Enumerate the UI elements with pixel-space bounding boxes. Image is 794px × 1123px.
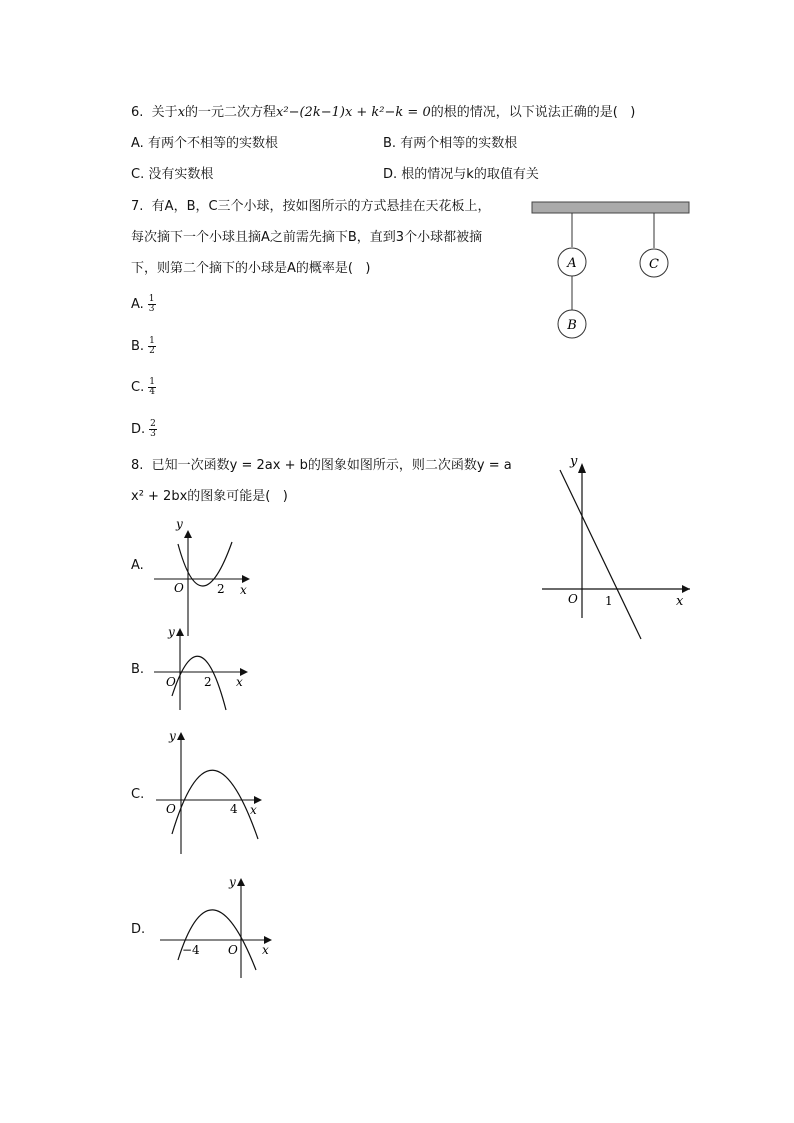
ball-c-label: C [649,257,659,272]
option-text: 有两个相等的实数根 [400,136,518,151]
fraction: $\frac{1}{3}$ [148,294,155,314]
question-7-line-2: 每次摘下一个小球且摘A之前需先摘下B，直到3个小球都被摘 [131,230,483,245]
question-8-line-2: x² + 2bx的图象可能是( ) [131,489,288,504]
x-axis-label: x [676,594,684,609]
q8-option-c-graph[interactable] [150,724,270,858]
q6-option-a[interactable] [131,135,278,153]
origin-label: O [228,943,238,957]
origin-label: O [174,581,184,595]
parabola [172,770,258,839]
y-axis-arrow [237,878,245,886]
q8-option-a-label[interactable]: A. [131,558,144,573]
tick-label: 4 [230,802,238,816]
tick-label: −4 [182,943,200,957]
option-text: 有两个不相等的实数根 [147,136,278,151]
q8-option-d-graph[interactable] [150,870,280,982]
q8-option-b-label[interactable]: B. [131,662,145,677]
x-axis-label: x [262,943,269,957]
x-axis-arrow [242,575,250,583]
option-text: 没有实数根 [148,167,214,182]
linear-function-graph [540,455,696,645]
question-7-line-3: 下，则第二个摘下的小球是A的概率是( ) [131,261,371,276]
option-label: B. [131,339,145,354]
y-axis-label: y [168,625,175,639]
q6-option-c[interactable] [131,166,213,184]
question-number: 7. [131,199,144,214]
x-axis-label: x [236,675,243,689]
fraction: $\frac{1}{4}$ [149,377,155,397]
option-label: D. [131,422,146,437]
origin-label: O [166,675,176,689]
q8-option-d-label[interactable]: D. [131,922,146,937]
question-number: 8. [131,458,144,473]
equation: x²−(2k−1)x + k²−k = 0 [276,105,431,120]
y-axis-label: y [176,517,183,531]
q6-option-d[interactable] [383,166,539,184]
x-axis-label: x [250,803,257,817]
origin-label: O [568,592,578,606]
y-axis-label: y [229,875,236,889]
stem-text: 的一元二次方程 [185,105,277,120]
stem-text: 关于 [151,105,178,120]
tick-label: 2 [217,582,225,596]
fraction: $\frac{1}{2}$ [149,336,155,356]
ball-b-label: B [567,318,577,333]
hanging-balls-figure [528,198,694,344]
x-axis-arrow [682,585,690,593]
tick-label: 2 [204,675,212,689]
tick-label: 1 [605,594,613,608]
option-text: 根的情况与k的取值有关 [401,167,539,182]
stem-variable: x [177,105,186,120]
q6-option-b[interactable] [383,135,517,153]
q7-option-d[interactable] [131,419,157,441]
y-axis-arrow [176,628,184,636]
option-label: C. [131,167,145,182]
q8-option-b-graph[interactable] [150,620,260,716]
function-line [560,470,641,639]
stem-text: 的根的情况，以下说法正确的是( ) [430,105,636,120]
q7-option-b[interactable] [131,336,156,358]
ball-a-label: A [567,256,577,271]
question-number: 6. [131,105,144,120]
stem-text: 有A，B，C三个小球，按如图所示的方式悬挂在天花板上， [151,199,491,214]
question-8-line-1 [131,457,512,475]
option-label: B. [383,136,397,151]
q7-option-c[interactable] [131,377,156,399]
y-axis-arrow [578,463,586,473]
question-7-line-1 [131,198,491,216]
question-6-stem [131,104,635,122]
option-label: A. [131,136,144,151]
x-axis-label: x [240,583,247,597]
ceiling-bar [532,202,689,213]
y-axis-arrow [184,530,192,538]
option-label: A. [131,297,144,312]
fraction: $\frac{2}{3}$ [150,419,156,439]
y-axis-arrow [177,732,185,740]
y-axis-label: y [169,729,176,743]
origin-label: O [166,802,176,816]
y-axis-label: y [570,455,578,469]
option-label: C. [131,380,145,395]
option-label: D. [383,167,398,182]
stem-text: 已知一次函数y = 2ax + b的图象如图所示，则二次函数y = a [151,458,512,473]
q7-option-a[interactable] [131,294,156,316]
q8-option-c-label[interactable]: C. [131,787,145,802]
